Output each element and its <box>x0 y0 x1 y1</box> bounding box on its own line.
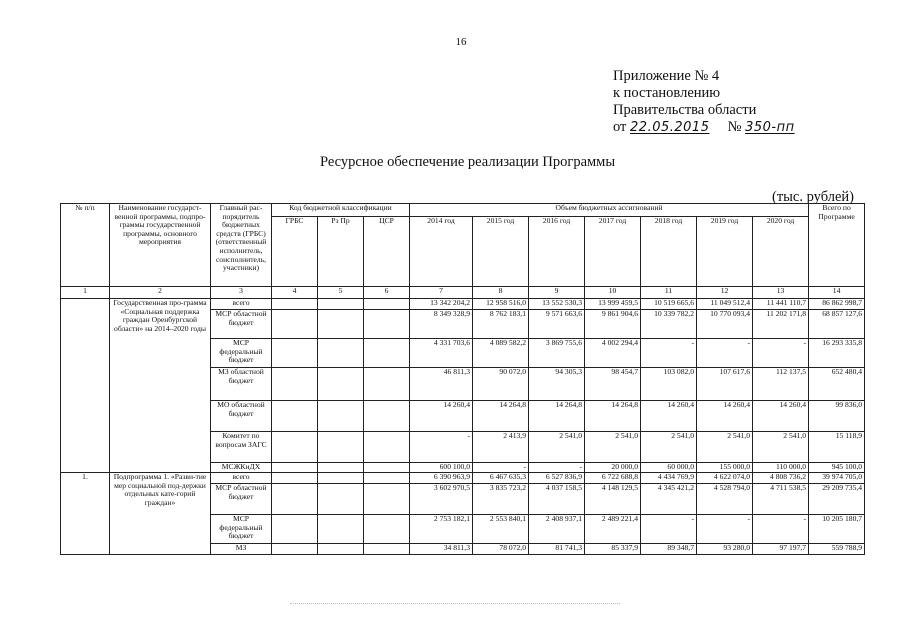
value-cell: - <box>410 432 473 463</box>
funding-source: МО областной бюджет <box>211 401 272 432</box>
header-code-rz: Рз Пр <box>318 217 364 287</box>
value-cell: 2 541,0 <box>697 432 753 463</box>
header-num: № п/п <box>61 204 110 287</box>
header-year: 2014 год <box>410 217 473 287</box>
total-cell: 945 100,0 <box>809 463 865 473</box>
budget-code-cell <box>318 339 364 368</box>
header-code-group: Код бюджетной классификации <box>272 204 410 217</box>
value-cell: 13 552 530,3 <box>529 299 585 310</box>
value-cell: 4 808 736,2 <box>753 473 809 484</box>
column-number: 8 <box>473 287 529 299</box>
value-cell: 11 049 512,4 <box>697 299 753 310</box>
total-cell: 99 836,0 <box>809 401 865 432</box>
value-cell: 14 264,8 <box>529 401 585 432</box>
row-number <box>61 299 110 473</box>
column-number: 4 <box>272 287 318 299</box>
total-cell: 559 788,9 <box>809 544 865 555</box>
header-row-1 <box>61 204 865 217</box>
column-number: 11 <box>641 287 697 299</box>
value-cell: 13 999 459,5 <box>585 299 641 310</box>
value-cell: 11 441 110,7 <box>753 299 809 310</box>
header-year: 2018 год <box>641 217 697 287</box>
header-year: 2017 год <box>585 217 641 287</box>
value-cell: 3 869 755,6 <box>529 339 585 368</box>
header-year: 2015 год <box>473 217 529 287</box>
value-cell: 90 072,0 <box>473 368 529 401</box>
appendix-date-line <box>613 119 795 136</box>
column-number: 7 <box>410 287 473 299</box>
value-cell: 2 408 937,1 <box>529 515 585 544</box>
budget-code-cell <box>364 368 410 401</box>
header-year: 2019 год <box>697 217 753 287</box>
value-cell: 3 835 723,2 <box>473 484 529 515</box>
value-cell: 14 260,4 <box>697 401 753 432</box>
budget-code-cell <box>272 544 318 555</box>
row-number: 1. <box>61 473 110 555</box>
decree-date: 22.05.2015 <box>630 120 710 135</box>
value-cell: 14 260,4 <box>641 401 697 432</box>
value-cell: 2 541,0 <box>753 432 809 463</box>
value-cell: 4 345 421,2 <box>641 484 697 515</box>
value-cell: 81 741,3 <box>529 544 585 555</box>
value-cell: 93 280,0 <box>697 544 753 555</box>
value-cell: 9 571 663,6 <box>529 310 585 339</box>
budget-code-cell <box>318 368 364 401</box>
value-cell: - <box>641 339 697 368</box>
budget-code-cell <box>318 515 364 544</box>
budget-code-cell <box>318 484 364 515</box>
value-cell: 14 264,8 <box>473 401 529 432</box>
value-cell: - <box>473 463 529 473</box>
budget-code-cell <box>318 432 364 463</box>
budget-code-cell <box>318 463 364 473</box>
funding-source: всего <box>211 299 272 310</box>
total-cell: 39 974 705,0 <box>809 473 865 484</box>
value-cell: 78 072,0 <box>473 544 529 555</box>
value-cell: 4 002 294,4 <box>585 339 641 368</box>
funding-source: всего <box>211 473 272 484</box>
total-cell: 15 118,9 <box>809 432 865 463</box>
value-cell: 155 000,0 <box>697 463 753 473</box>
column-number: 14 <box>809 287 865 299</box>
value-cell: 12 958 516,0 <box>473 299 529 310</box>
value-cell: 112 137,5 <box>753 368 809 401</box>
value-cell: 10 339 782,2 <box>641 310 697 339</box>
page-number: 16 <box>455 36 467 48</box>
budget-code-cell <box>272 310 318 339</box>
value-cell: 14 260,4 <box>410 401 473 432</box>
column-number: 1 <box>61 287 110 299</box>
budget-code-cell <box>272 339 318 368</box>
value-cell: 4 622 074,0 <box>697 473 753 484</box>
program-name: Государственная про-грамма «Социальная поддержка граждан Оренбургской области» на 2014–2020 годы <box>110 299 211 473</box>
value-cell: 2 553 840,1 <box>473 515 529 544</box>
header-code-csr: ЦСР <box>364 217 410 287</box>
value-cell: 10 519 665,6 <box>641 299 697 310</box>
resource-table <box>60 203 865 555</box>
value-cell: 110 000,0 <box>753 463 809 473</box>
value-cell: 11 202 171,8 <box>753 310 809 339</box>
total-cell: 10 205 180,7 <box>809 515 865 544</box>
budget-code-cell <box>272 463 318 473</box>
value-cell: 3 602 970,5 <box>410 484 473 515</box>
funding-source: Комитет по вопросам ЗАГС <box>211 432 272 463</box>
units-label: (тыс. рублей) <box>772 189 854 205</box>
value-cell: - <box>753 339 809 368</box>
budget-code-cell <box>272 368 318 401</box>
funding-source: МСР федеральный бюджет <box>211 339 272 368</box>
budget-code-cell <box>364 401 410 432</box>
value-cell: - <box>697 515 753 544</box>
table-row <box>61 473 865 484</box>
value-cell: 46 811,3 <box>410 368 473 401</box>
budget-code-cell <box>272 401 318 432</box>
budget-code-cell <box>318 310 364 339</box>
appendix-title: Приложение № 4 <box>613 68 720 84</box>
value-cell: - <box>529 463 585 473</box>
budget-code-cell <box>364 515 410 544</box>
value-cell: 8 762 183,1 <box>473 310 529 339</box>
budget-code-cell <box>364 544 410 555</box>
value-cell: 14 260,4 <box>753 401 809 432</box>
column-number: 5 <box>318 287 364 299</box>
budget-code-cell <box>272 515 318 544</box>
header-grbs: Главный рас-порядитель бюджетных средств (ГРБС) (ответственный исполнитель, соисполнитель, участники) <box>211 204 272 287</box>
column-number: 12 <box>697 287 753 299</box>
value-cell: 2 489 221,4 <box>585 515 641 544</box>
scan-artifact <box>290 603 620 606</box>
value-cell: - <box>641 515 697 544</box>
column-number: 10 <box>585 287 641 299</box>
value-cell: 34 811,3 <box>410 544 473 555</box>
budget-code-cell <box>318 401 364 432</box>
value-cell: 6 722 688,8 <box>585 473 641 484</box>
appendix-block <box>613 68 795 136</box>
value-cell: 2 541,0 <box>641 432 697 463</box>
appendix-line2: к постановлению <box>613 85 721 101</box>
header-year: 2016 год <box>529 217 585 287</box>
value-cell: 98 454,7 <box>585 368 641 401</box>
value-cell: 60 000,0 <box>641 463 697 473</box>
value-cell: 9 861 904,6 <box>585 310 641 339</box>
value-cell: - <box>697 339 753 368</box>
total-cell: 29 209 735,4 <box>809 484 865 515</box>
value-cell: 2 541,0 <box>529 432 585 463</box>
value-cell: 4 528 794,0 <box>697 484 753 515</box>
budget-code-cell <box>364 473 410 484</box>
value-cell: 8 349 328,9 <box>410 310 473 339</box>
budget-code-cell <box>272 473 318 484</box>
header-total: Всего по Программе <box>809 204 865 287</box>
value-cell: 6 467 635,3 <box>473 473 529 484</box>
budget-code-cell <box>272 432 318 463</box>
value-cell: 4 037 158,5 <box>529 484 585 515</box>
value-cell: 2 753 182,1 <box>410 515 473 544</box>
value-cell: 4 089 582,2 <box>473 339 529 368</box>
column-number-row <box>61 287 865 299</box>
value-cell: 4 148 129,5 <box>585 484 641 515</box>
column-number: 3 <box>211 287 272 299</box>
funding-source: МЗ <box>211 544 272 555</box>
value-cell: - <box>753 515 809 544</box>
from-label: от <box>613 119 627 135</box>
value-cell: 10 770 093,4 <box>697 310 753 339</box>
header-name: Наименование государст-венной программы, подпро-граммы государственной программы, основного мероприятия <box>110 204 211 287</box>
header-year: 2020 год <box>753 217 809 287</box>
value-cell: 85 337,9 <box>585 544 641 555</box>
value-cell: 600 100,0 <box>410 463 473 473</box>
value-cell: 107 617,6 <box>697 368 753 401</box>
budget-code-cell <box>272 484 318 515</box>
column-number: 2 <box>110 287 211 299</box>
appendix-line3: Правительства области <box>613 102 757 118</box>
value-cell: 4 434 769,9 <box>641 473 697 484</box>
value-cell: 2 541,0 <box>585 432 641 463</box>
budget-code-cell <box>318 544 364 555</box>
value-cell: 13 342 204,2 <box>410 299 473 310</box>
total-cell: 68 857 127,6 <box>809 310 865 339</box>
value-cell: 2 413,9 <box>473 432 529 463</box>
header-volume-group: Объем бюджетных ассигнований <box>410 204 809 217</box>
funding-source: МСР федеральный бюджет <box>211 515 272 544</box>
funding-source: МСР областной бюджет <box>211 310 272 339</box>
value-cell: 103 082,0 <box>641 368 697 401</box>
value-cell: 20 000,0 <box>585 463 641 473</box>
program-name: Подпрограмма 1. «Разви-тие мер социальной под-держки отдельных кате-горий граждан» <box>110 473 211 555</box>
value-cell: 4 711 538,5 <box>753 484 809 515</box>
header-code-grbs: ГРБС <box>272 217 318 287</box>
column-number: 6 <box>364 287 410 299</box>
budget-code-cell <box>364 310 410 339</box>
column-number: 9 <box>529 287 585 299</box>
value-cell: 94 305,3 <box>529 368 585 401</box>
budget-code-cell <box>364 339 410 368</box>
budget-code-cell <box>318 299 364 310</box>
table-row <box>61 299 865 310</box>
funding-source: МСР областной бюджет <box>211 484 272 515</box>
budget-code-cell <box>364 463 410 473</box>
budget-code-cell <box>364 484 410 515</box>
budget-code-cell <box>364 299 410 310</box>
value-cell: 6 390 963,9 <box>410 473 473 484</box>
total-cell: 86 862 998,7 <box>809 299 865 310</box>
value-cell: 14 264,8 <box>585 401 641 432</box>
funding-source: МСЖКиДХ <box>211 463 272 473</box>
value-cell: 97 197,7 <box>753 544 809 555</box>
funding-source: МЗ областной бюджет <box>211 368 272 401</box>
document-title: Ресурсное обеспечение реализации Программы <box>320 154 616 170</box>
value-cell: 4 331 703,6 <box>410 339 473 368</box>
budget-code-cell <box>272 299 318 310</box>
budget-code-cell <box>318 473 364 484</box>
number-label: № <box>727 119 742 135</box>
total-cell: 652 480,4 <box>809 368 865 401</box>
decree-number: 350-пп <box>745 120 795 135</box>
total-cell: 16 293 335,8 <box>809 339 865 368</box>
value-cell: 6 527 836,9 <box>529 473 585 484</box>
budget-code-cell <box>364 432 410 463</box>
value-cell: 89 348,7 <box>641 544 697 555</box>
column-number: 13 <box>753 287 809 299</box>
